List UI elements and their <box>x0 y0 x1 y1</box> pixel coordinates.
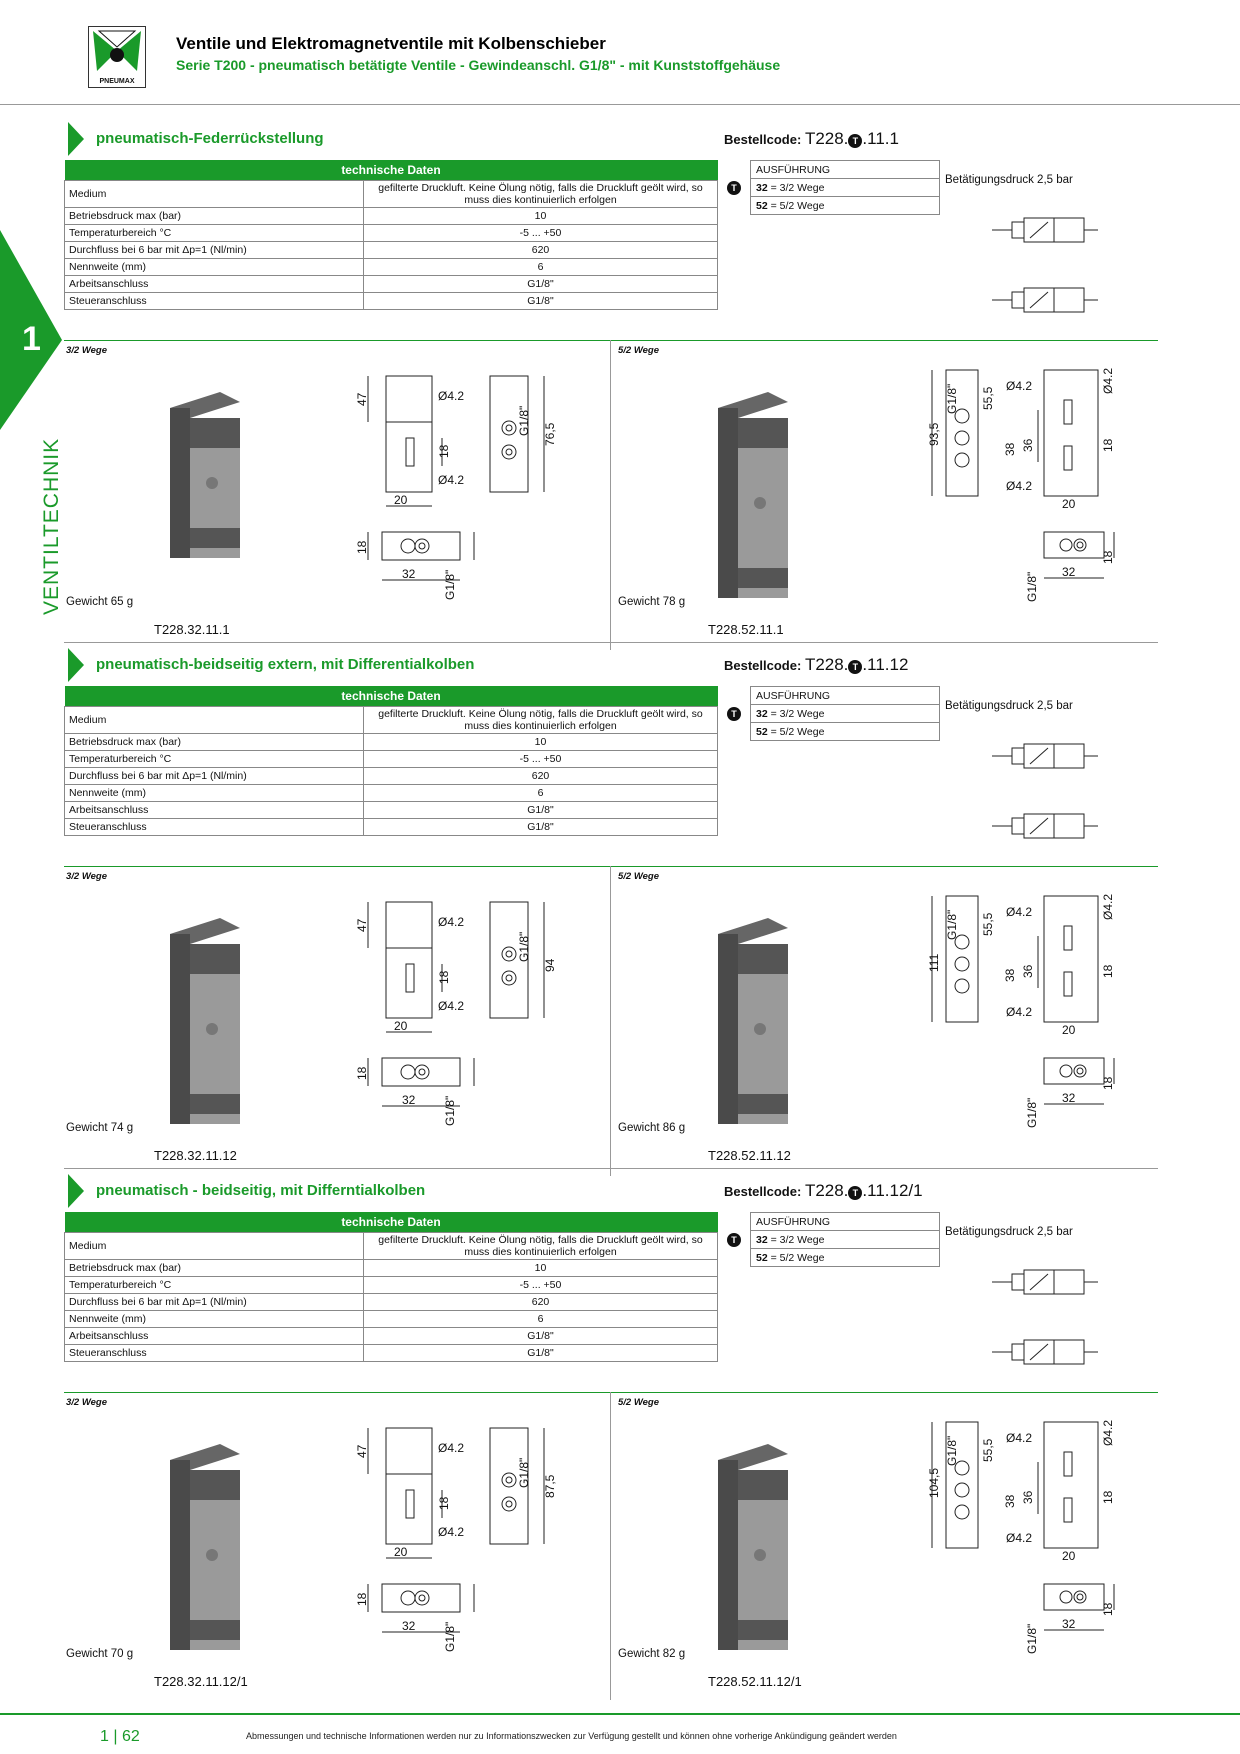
section-title: pneumatisch-beidseitig extern, mit Differentialkolben <box>96 656 475 673</box>
dimension-drawing-52 <box>926 366 1126 616</box>
svg-text:20: 20 <box>1062 1023 1076 1037</box>
spec-value: gefilterte Druckluft. Keine Ölung nötig, falls die Druckluft geölt wird, so muss dies kontinuierlich erfolgen <box>364 180 718 207</box>
svg-text:Ø4.2: Ø4.2 <box>438 389 465 403</box>
svg-text:Ø4.2: Ø4.2 <box>438 1441 465 1455</box>
svg-text:G1/8": G1/8" <box>1025 571 1039 602</box>
actuation-pressure: Betätigungsdruck 2,5 bar <box>945 1226 1073 1238</box>
svg-text:93,5: 93,5 <box>927 422 941 446</box>
symbol-52 <box>982 808 1102 844</box>
svg-text:Ø4.2: Ø4.2 <box>1101 367 1115 394</box>
svg-text:55,5: 55,5 <box>981 912 995 936</box>
model-number-52: T228.52.11.12 <box>708 1148 791 1163</box>
ausf-row: 32 = 3/2 Wege <box>751 1231 940 1249</box>
spec-label: Arbeitsanschluss <box>65 275 364 292</box>
spec-value: 6 <box>364 258 718 275</box>
pneumax-logo <box>88 26 146 88</box>
footer-disclaimer: Abmessungen und technische Informationen werden nur zu Informationszwecken zur Verfügung gestellt und können ohne vorherige Ankündigung geändert werden <box>246 1731 897 1741</box>
svg-text:18: 18 <box>355 1592 369 1606</box>
page-subtitle: Serie T200 - pneumatisch betätigte Ventile - Gewindeanschl. G1/8" - mit Kunststoffgehäuse <box>176 57 781 73</box>
svg-text:32: 32 <box>1062 1091 1076 1105</box>
header-divider <box>0 104 1240 105</box>
section-title: pneumatisch-Federrückstellung <box>96 130 324 147</box>
svg-text:87,5: 87,5 <box>543 1474 557 1498</box>
spec-label: Medium <box>65 180 364 207</box>
svg-text:32: 32 <box>402 1093 416 1107</box>
svg-text:Ø4.2: Ø4.2 <box>438 473 465 487</box>
symbol-32 <box>982 212 1102 248</box>
svg-text:18: 18 <box>437 970 451 984</box>
spec-value: -5 ... +50 <box>364 224 718 241</box>
chapter-number: 1 <box>22 320 41 358</box>
spec-label: Temperaturbereich °C <box>65 224 364 241</box>
tech-data-table: technische Daten Medium gefilterte Druckluft. Keine Ölung nötig, falls die Druckluft geölt wird, so muss dies kontinuierlich erfolgen Betriebsdruck max (bar) 10 Temperaturbereich °C -5 ... +50 Durchfluss bei 6 bar mit Δp=1 (Nl/min) 620 Nennweite (mm) 6 Arbeitsanschluss G1/8" Steueranschluss G1/8" <box>64 160 718 310</box>
svg-text:Ø4.2: Ø4.2 <box>1006 1531 1033 1545</box>
svg-text:104,5: 104,5 <box>927 1467 941 1498</box>
svg-text:PNEUMAX: PNEUMAX <box>99 78 135 85</box>
svg-text:18: 18 <box>437 1496 451 1510</box>
spec-label: Durchfluss bei 6 bar mit Δp=1 (Nl/min) <box>65 767 364 784</box>
spec-row <box>65 1310 718 1327</box>
svg-text:38: 38 <box>1003 968 1017 982</box>
svg-text:55,5: 55,5 <box>981 386 995 410</box>
svg-text:18: 18 <box>355 540 369 554</box>
ausfuehrung-table: AUSFÜHRUNG 32 = 3/2 Wege 52 = 5/2 Wege <box>750 686 940 741</box>
spec-row <box>65 784 718 801</box>
svg-text:94: 94 <box>543 958 557 972</box>
ausf-row: 32 = 3/2 Wege <box>751 179 940 197</box>
spec-value: G1/8" <box>364 1344 718 1361</box>
valve-product-image <box>708 914 798 1124</box>
variant-label-32: 3/2 Wege <box>66 871 108 882</box>
svg-text:G1/8": G1/8" <box>1025 1623 1039 1654</box>
svg-text:G1/8": G1/8" <box>517 1457 531 1488</box>
dimension-drawing-52 <box>926 892 1126 1142</box>
spec-row <box>65 180 718 207</box>
spec-value: 620 <box>364 1293 718 1310</box>
svg-text:Ø4.2: Ø4.2 <box>1101 1419 1115 1446</box>
order-code: Bestellcode: T228. T .11.1 <box>724 129 899 148</box>
spec-value: 10 <box>364 733 718 750</box>
svg-text:18: 18 <box>1101 1490 1115 1504</box>
spec-label: Arbeitsanschluss <box>65 801 364 818</box>
ausfuehrung-table: AUSFÜHRUNG 32 = 3/2 Wege 52 = 5/2 Wege <box>750 1212 940 1267</box>
svg-text:20: 20 <box>394 493 408 507</box>
svg-text:36: 36 <box>1021 438 1035 452</box>
spec-value: -5 ... +50 <box>364 750 718 767</box>
svg-text:20: 20 <box>394 1545 408 1559</box>
svg-text:G1/8": G1/8" <box>517 405 531 436</box>
svg-text:32: 32 <box>1062 1617 1076 1631</box>
svg-text:20: 20 <box>394 1019 408 1033</box>
svg-text:36: 36 <box>1021 964 1035 978</box>
svg-text:Ø4.2: Ø4.2 <box>1006 1005 1033 1019</box>
spec-row <box>65 1293 718 1310</box>
model-number-52: T228.52.11.1 <box>708 622 784 637</box>
spec-label: Temperaturbereich °C <box>65 1276 364 1293</box>
svg-text:18: 18 <box>1101 550 1115 564</box>
spec-label: Steueranschluss <box>65 292 364 309</box>
svg-text:G1/8": G1/8" <box>443 1095 457 1126</box>
spec-row <box>65 258 718 275</box>
spec-label: Betriebsdruck max (bar) <box>65 207 364 224</box>
ausf-row: 52 = 5/2 Wege <box>751 197 940 215</box>
dimension-drawing-52 <box>926 1418 1126 1668</box>
ausf-row: 32 = 3/2 Wege <box>751 705 940 723</box>
ausf-row: 52 = 5/2 Wege <box>751 723 940 741</box>
spec-label: Betriebsdruck max (bar) <box>65 733 364 750</box>
symbol-52 <box>982 1334 1102 1370</box>
spec-row <box>65 733 718 750</box>
spec-label: Betriebsdruck max (bar) <box>65 1259 364 1276</box>
svg-text:G1/8": G1/8" <box>945 1435 959 1466</box>
section-arrow-icon <box>68 122 84 156</box>
ausfuehrung-badge: T <box>727 707 741 721</box>
spec-value: G1/8" <box>364 1327 718 1344</box>
spec-row <box>65 1344 718 1361</box>
svg-text:32: 32 <box>402 1619 416 1633</box>
spec-value: 10 <box>364 1259 718 1276</box>
actuation-pressure: Betätigungsdruck 2,5 bar <box>945 174 1073 186</box>
spec-value: -5 ... +50 <box>364 1276 718 1293</box>
spec-label: Medium <box>65 1232 364 1259</box>
weight-52: Gewicht 78 g <box>618 596 686 608</box>
variant-label-52: 5/2 Wege <box>618 1397 660 1408</box>
svg-text:Ø4.2: Ø4.2 <box>1006 905 1033 919</box>
svg-text:32: 32 <box>402 567 416 581</box>
spec-label: Steueranschluss <box>65 1344 364 1361</box>
spec-row <box>65 292 718 309</box>
dimension-drawing-32 <box>355 366 558 616</box>
svg-text:111: 111 <box>927 953 941 972</box>
svg-text:47: 47 <box>355 1444 369 1458</box>
actuation-pressure: Betätigungsdruck 2,5 bar <box>945 700 1073 712</box>
svg-text:G1/8": G1/8" <box>945 909 959 940</box>
order-code: Bestellcode: T228. T .11.12 <box>724 655 909 674</box>
spec-label: Durchfluss bei 6 bar mit Δp=1 (Nl/min) <box>65 1293 364 1310</box>
ausfuehrung-table: AUSFÜHRUNG 32 = 3/2 Wege 52 = 5/2 Wege <box>750 160 940 215</box>
spec-label: Medium <box>65 706 364 733</box>
spec-row <box>65 818 718 835</box>
svg-text:18: 18 <box>437 444 451 458</box>
svg-text:47: 47 <box>355 918 369 932</box>
svg-text:G1/8": G1/8" <box>443 569 457 600</box>
spec-value: 6 <box>364 1310 718 1327</box>
svg-text:76,5: 76,5 <box>543 422 557 446</box>
spec-value: 6 <box>364 784 718 801</box>
svg-text:Ø4.2: Ø4.2 <box>1006 1431 1033 1445</box>
spec-row <box>65 241 718 258</box>
svg-text:G1/8": G1/8" <box>443 1621 457 1652</box>
ausfuehrung-badge: T <box>727 1233 741 1247</box>
svg-text:18: 18 <box>1101 1076 1115 1090</box>
dimension-drawing-32 <box>355 892 558 1142</box>
spec-value: 620 <box>364 241 718 258</box>
variant-label-52: 5/2 Wege <box>618 871 660 882</box>
valve-product-image <box>160 914 250 1124</box>
variant-label-32: 3/2 Wege <box>66 1397 108 1408</box>
spec-label: Nennweite (mm) <box>65 784 364 801</box>
spec-value: G1/8" <box>364 818 718 835</box>
svg-text:Ø4.2: Ø4.2 <box>1006 479 1033 493</box>
svg-text:18: 18 <box>1101 964 1115 978</box>
spec-row <box>65 801 718 818</box>
weight-32: Gewicht 65 g <box>66 596 134 608</box>
symbol-52 <box>982 282 1102 318</box>
model-number-32: T228.32.11.12/1 <box>154 1674 248 1689</box>
spec-row <box>65 1276 718 1293</box>
valve-product-image <box>708 388 798 598</box>
spec-label: Arbeitsanschluss <box>65 1327 364 1344</box>
section-arrow-icon <box>68 1174 84 1208</box>
order-code: Bestellcode: T228. T .11.12/1 <box>724 1181 923 1200</box>
section-arrow-icon <box>68 648 84 682</box>
weight-32: Gewicht 70 g <box>66 1648 134 1660</box>
weight-52: Gewicht 86 g <box>618 1122 686 1134</box>
model-number-32: T228.32.11.1 <box>154 622 230 637</box>
svg-text:Ø4.2: Ø4.2 <box>438 1525 465 1539</box>
spec-value: G1/8" <box>364 275 718 292</box>
spec-value: G1/8" <box>364 292 718 309</box>
spec-value: gefilterte Druckluft. Keine Ölung nötig, falls die Druckluft geölt wird, so muss dies kontinuierlich erfolgen <box>364 706 718 733</box>
tech-data-table: technische Daten Medium gefilterte Druckluft. Keine Ölung nötig, falls die Druckluft geölt wird, so muss dies kontinuierlich erfolgen Betriebsdruck max (bar) 10 Temperaturbereich °C -5 ... +50 Durchfluss bei 6 bar mit Δp=1 (Nl/min) 620 Nennweite (mm) 6 Arbeitsanschluss G1/8" Steueranschluss G1/8" <box>64 686 718 836</box>
svg-text:38: 38 <box>1003 1494 1017 1508</box>
svg-text:G1/8": G1/8" <box>517 931 531 962</box>
svg-text:Ø4.2: Ø4.2 <box>438 915 465 929</box>
spec-row <box>65 275 718 292</box>
weight-32: Gewicht 74 g <box>66 1122 134 1134</box>
weight-52: Gewicht 82 g <box>618 1648 686 1660</box>
spec-row <box>65 224 718 241</box>
model-number-52: T228.52.11.12/1 <box>708 1674 802 1689</box>
svg-text:55,5: 55,5 <box>981 1438 995 1462</box>
svg-text:36: 36 <box>1021 1490 1035 1504</box>
svg-text:Ø4.2: Ø4.2 <box>438 999 465 1013</box>
spec-row <box>65 767 718 784</box>
page-title: Ventile und Elektromagnetventile mit Kolbenschieber <box>176 34 606 53</box>
svg-text:18: 18 <box>1101 1602 1115 1616</box>
spec-row <box>65 1327 718 1344</box>
chapter-label: VENTILTECHNIK <box>40 437 63 615</box>
spec-label: Durchfluss bei 6 bar mit Δp=1 (Nl/min) <box>65 241 364 258</box>
svg-text:18: 18 <box>1101 438 1115 452</box>
dimension-drawing-32 <box>355 1418 558 1668</box>
spec-row <box>65 207 718 224</box>
svg-text:Ø4.2: Ø4.2 <box>1101 893 1115 920</box>
svg-text:G1/8": G1/8" <box>1025 1097 1039 1128</box>
valve-product-image <box>160 1440 250 1650</box>
valve-product-image <box>708 1440 798 1650</box>
spec-value: 10 <box>364 207 718 224</box>
spec-label: Steueranschluss <box>65 818 364 835</box>
footer-line <box>0 1713 1240 1715</box>
symbol-32 <box>982 1264 1102 1300</box>
spec-label: Nennweite (mm) <box>65 1310 364 1327</box>
tech-data-table: technische Daten Medium gefilterte Druckluft. Keine Ölung nötig, falls die Druckluft geölt wird, so muss dies kontinuierlich erfolgen Betriebsdruck max (bar) 10 Temperaturbereich °C -5 ... +50 Durchfluss bei 6 bar mit Δp=1 (Nl/min) 620 Nennweite (mm) 6 Arbeitsanschluss G1/8" Steueranschluss G1/8" <box>64 1212 718 1362</box>
svg-text:20: 20 <box>1062 497 1076 511</box>
svg-text:Ø4.2: Ø4.2 <box>1006 379 1033 393</box>
spec-row <box>65 1259 718 1276</box>
symbol-32 <box>982 738 1102 774</box>
svg-text:47: 47 <box>355 392 369 406</box>
spec-row <box>65 750 718 767</box>
spec-label: Temperaturbereich °C <box>65 750 364 767</box>
valve-product-image <box>160 388 250 558</box>
svg-text:32: 32 <box>1062 565 1076 579</box>
ausf-row: 52 = 5/2 Wege <box>751 1249 940 1267</box>
variant-label-52: 5/2 Wege <box>618 345 660 356</box>
svg-text:20: 20 <box>1062 1549 1076 1563</box>
variant-label-32: 3/2 Wege <box>66 345 108 356</box>
section-title: pneumatisch - beidseitig, mit Differntialkolben <box>96 1182 426 1199</box>
svg-text:38: 38 <box>1003 442 1017 456</box>
spec-value: 620 <box>364 767 718 784</box>
spec-row <box>65 706 718 733</box>
spec-value: G1/8" <box>364 801 718 818</box>
spec-value: gefilterte Druckluft. Keine Ölung nötig, falls die Druckluft geölt wird, so muss dies kontinuierlich erfolgen <box>364 1232 718 1259</box>
svg-text:G1/8": G1/8" <box>945 383 959 414</box>
spec-label: Nennweite (mm) <box>65 258 364 275</box>
model-number-32: T228.32.11.12 <box>154 1148 237 1163</box>
svg-text:18: 18 <box>355 1066 369 1080</box>
page-number: 1 | 62 <box>100 1728 140 1745</box>
spec-row <box>65 1232 718 1259</box>
ausfuehrung-badge: T <box>727 181 741 195</box>
